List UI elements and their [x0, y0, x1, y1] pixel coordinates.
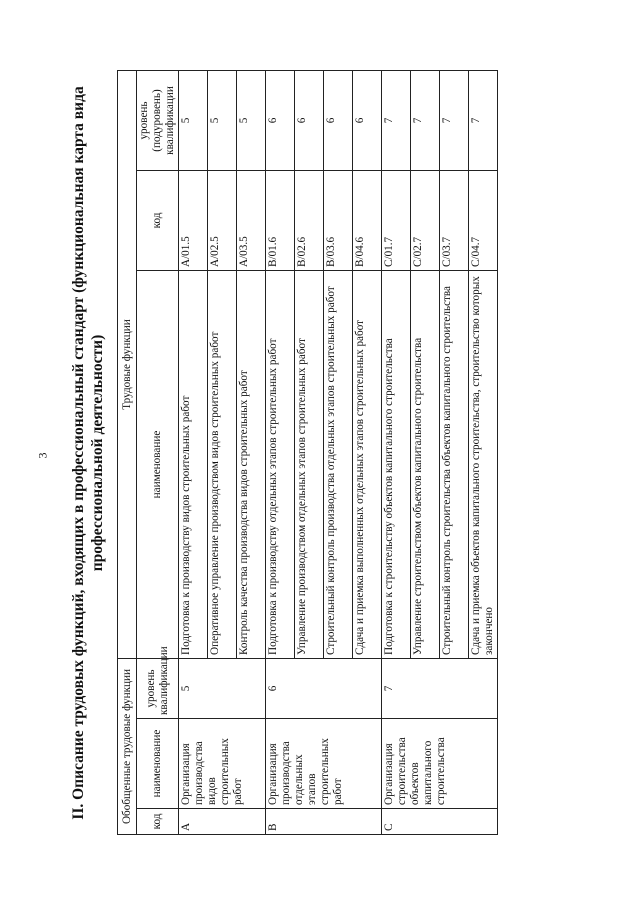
function-level: 7 — [411, 71, 440, 171]
function-name: Подготовка к производству видов строительных работ — [179, 271, 208, 659]
function-code: A/02.5 — [208, 171, 237, 271]
function-name: Подготовка к производству отдельных этапов строительных работ — [266, 271, 295, 659]
function-level: 6 — [266, 71, 295, 171]
header-labor-code: код — [137, 171, 179, 271]
function-level: 5 — [179, 71, 208, 171]
function-level: 7 — [469, 71, 498, 171]
group-code: C — [382, 809, 498, 835]
header-labor-name: наименование — [137, 271, 179, 659]
function-code: B/03.6 — [324, 171, 353, 271]
function-code: B/01.6 — [266, 171, 295, 271]
header-generalized-functions: Обобщенные трудовые функции — [118, 659, 137, 835]
group-name: Организация строительства объектов капитального строительства — [382, 719, 498, 809]
table-row — [266, 71, 295, 835]
group-level: 5 — [179, 659, 266, 719]
function-level: 5 — [237, 71, 266, 171]
function-code: A/01.5 — [179, 171, 208, 271]
header-code: код — [137, 809, 179, 835]
table-container — [117, 71, 498, 835]
function-code: B/02.6 — [295, 171, 324, 271]
functional-map-table — [117, 70, 498, 835]
function-name: Управление строительством объектов капитального строительства — [411, 271, 440, 659]
function-name: Управление производством отдельных этапов строительных работ — [295, 271, 324, 659]
function-level: 7 — [382, 71, 411, 171]
header-labor-level: уровень (подуровень) квалификации — [137, 71, 179, 171]
function-name: Подготовка к строительству объектов капитального строительства — [382, 271, 411, 659]
group-name: Организация производства видов строительных работ — [179, 719, 266, 809]
table-row — [382, 71, 411, 835]
header-name: наименование — [137, 719, 179, 809]
function-level: 6 — [295, 71, 324, 171]
function-name: Оперативное управление производством видов строительных работ — [208, 271, 237, 659]
table-row — [179, 71, 208, 835]
group-code: A — [179, 809, 266, 835]
function-code: C/03.7 — [440, 171, 469, 271]
function-level: 7 — [440, 71, 469, 171]
header-labor-functions: Трудовые функции — [118, 71, 137, 659]
header-level: уровень квалификации — [137, 659, 179, 719]
function-code: C/01.7 — [382, 171, 411, 271]
function-level: 5 — [208, 71, 237, 171]
page-number: 3 — [35, 452, 50, 459]
function-name: Строительный контроль строительства объектов капитального строительства — [440, 271, 469, 659]
function-code: A/03.5 — [237, 171, 266, 271]
function-name: Сдача и приемка выполненных отдельных этапов строительных работ — [353, 271, 382, 659]
section-title: II. Описание трудовых функций, входящих в профессиональный стандарт (функциональная карта вида профессиональной деятельности) — [70, 86, 106, 820]
function-name: Сдача и приемка объектов капитального строительства, строительство которых закончено — [469, 271, 498, 659]
function-code: B/04.6 — [353, 171, 382, 271]
function-level: 6 — [353, 71, 382, 171]
group-name: Организация производства отдельных этапов строительных работ — [266, 719, 382, 809]
function-level: 6 — [324, 71, 353, 171]
rotated-content — [65, 69, 600, 837]
group-code: B — [266, 809, 382, 835]
function-code: C/02.7 — [411, 171, 440, 271]
function-code: C/04.7 — [469, 171, 498, 271]
function-name: Строительный контроль производства отдельных этапов строительных работ — [324, 271, 353, 659]
group-level: 7 — [382, 659, 498, 719]
group-level: 6 — [266, 659, 382, 719]
function-name: Контроль качества производства видов строительных работ — [237, 271, 266, 659]
